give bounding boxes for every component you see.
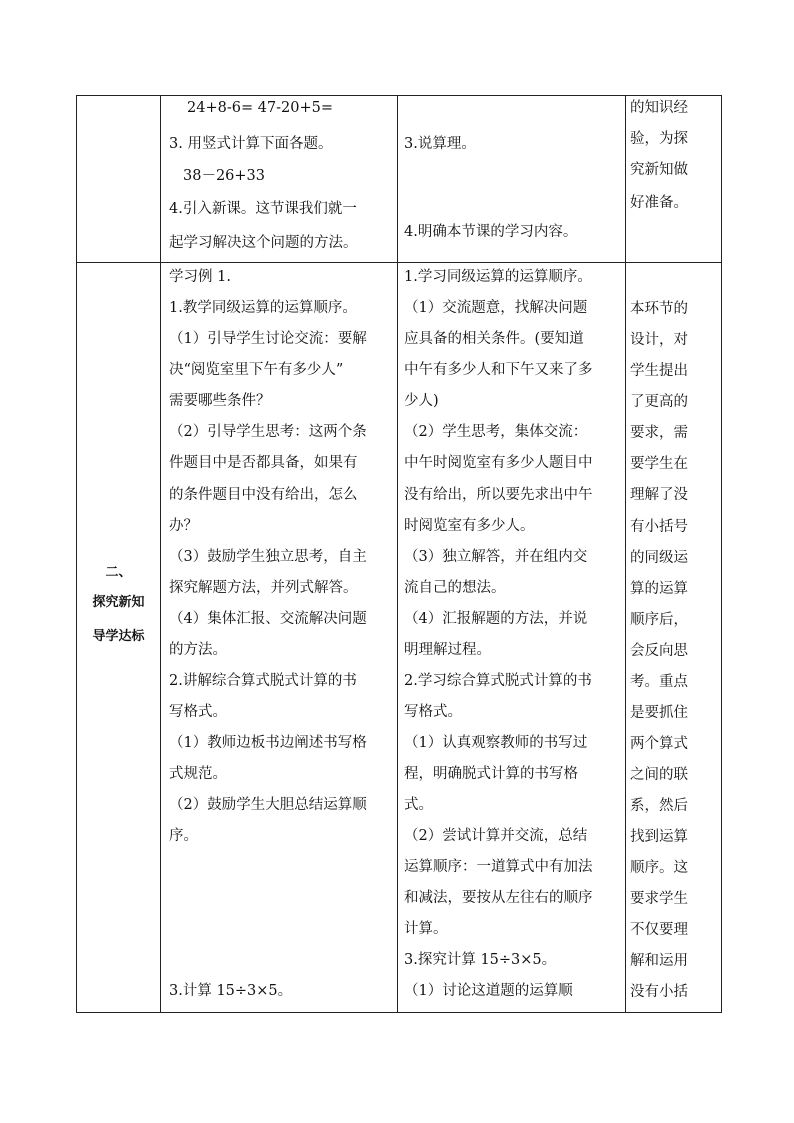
text-line: 需要哪些条件？ bbox=[169, 393, 271, 410]
text-line: 式规范。 bbox=[169, 765, 227, 782]
text-line: 要求学生 bbox=[630, 891, 688, 908]
text-line: 式。 bbox=[404, 797, 433, 814]
text-line: 系，然后 bbox=[630, 797, 688, 814]
text-line: 写格式。 bbox=[169, 703, 227, 720]
text-line: 顺序后， bbox=[630, 611, 688, 628]
stage-title-line: 探究新知 bbox=[92, 595, 145, 611]
text-line: 24+8-6= 47-20+5= bbox=[187, 100, 334, 116]
stage-number: 二、 bbox=[105, 565, 132, 581]
text-line: 3.说算理。 bbox=[404, 136, 476, 152]
text-line: （2）尝试计算并交流，总结 bbox=[404, 828, 588, 845]
text-line: 的方法。 bbox=[169, 641, 227, 658]
teacher-activity-cell bbox=[161, 263, 398, 1013]
text-line: 流自己的想法。 bbox=[404, 579, 506, 596]
text-line: 究新知做 bbox=[630, 162, 688, 178]
stage-cell bbox=[77, 96, 161, 263]
text-line: 之间的联 bbox=[630, 766, 688, 783]
teacher-activity-cell bbox=[161, 96, 398, 263]
design-intent-cell bbox=[626, 263, 722, 1013]
text-line: （3）独立解答，并在组内交 bbox=[404, 548, 588, 565]
text-line: （1）交流题意，找解决问题 bbox=[404, 300, 588, 317]
text-line: 38－26+33 bbox=[183, 168, 266, 184]
stage-title-line: 导学达标 bbox=[92, 629, 145, 645]
text-line: 的知识经 bbox=[630, 100, 688, 116]
text-line: 4.引入新课。这节课我们就一 bbox=[169, 201, 357, 217]
text-line: 决“阅览室里下午有多少人” bbox=[169, 362, 344, 379]
text-line: 设计，对 bbox=[630, 332, 688, 349]
text-line: 3.计算 15÷3×5。 bbox=[169, 983, 293, 1000]
text-line: 3.探究计算 15÷3×5。 bbox=[404, 952, 557, 969]
text-line: 中午有多少人和下午又来了多 bbox=[404, 362, 593, 379]
text-line: 两个算式 bbox=[630, 735, 688, 752]
text-line: 运算顺序：一道算式中有加法 bbox=[404, 859, 593, 876]
text-line: 3. 用竖式计算下面各题。 bbox=[169, 136, 333, 152]
text-line: （3）鼓励学生独立思考，自主 bbox=[169, 548, 367, 565]
text-line: 中午时阅览室有多少人题目中 bbox=[404, 455, 593, 472]
text-line: 算的运算 bbox=[630, 580, 688, 597]
text-line: 顺序。这 bbox=[630, 860, 688, 877]
text-line: 应具备的相关条件。(要知道 bbox=[404, 331, 584, 348]
text-line: （1）讨论这道题的运算顺 bbox=[404, 983, 573, 1000]
text-line: 要求，需 bbox=[630, 425, 688, 442]
stage-cell bbox=[77, 263, 161, 1013]
text-line: 明理解过程。 bbox=[404, 641, 491, 658]
text-line: 和减法，要按从左往右的顺序 bbox=[404, 890, 593, 907]
text-line: 序。 bbox=[169, 828, 198, 845]
text-line: 要学生在 bbox=[630, 456, 688, 473]
text-line: （4）集体汇报、交流解决问题 bbox=[169, 610, 367, 627]
text-line: 验，为探 bbox=[630, 131, 688, 147]
text-line: 理解了没 bbox=[630, 487, 688, 504]
student-activity-cell bbox=[398, 263, 626, 1013]
text-line: 没有给出，所以要先求出中午 bbox=[404, 486, 593, 503]
text-line: 办？ bbox=[169, 517, 198, 534]
text-line: 程，明确脱式计算的书写格 bbox=[404, 765, 578, 782]
text-line: 的同级运 bbox=[630, 549, 688, 566]
text-line: 件题目中是否都具备，如果有 bbox=[169, 455, 358, 472]
table-row bbox=[77, 263, 722, 1013]
lesson-plan-table bbox=[76, 95, 722, 1013]
text-line: 会反向思 bbox=[630, 642, 688, 659]
student-activity-cell bbox=[398, 96, 626, 263]
text-line: 不仅要理 bbox=[630, 922, 688, 939]
table-row bbox=[77, 96, 722, 263]
text-line: 是要抓住 bbox=[630, 704, 688, 721]
text-line: （1）教师边板书边阐述书写格 bbox=[169, 734, 367, 751]
text-line: 写格式。 bbox=[404, 703, 462, 720]
text-line: 有小括号 bbox=[630, 518, 688, 535]
text-line: 4.明确本节课的学习内容。 bbox=[404, 224, 578, 240]
text-line: 解和运用 bbox=[630, 953, 688, 970]
text-line: 没有小括 bbox=[630, 984, 688, 1001]
design-intent-cell bbox=[626, 96, 722, 263]
text-line: （2）引导学生思考：这两个条 bbox=[169, 424, 367, 441]
text-line: （1）认真观察教师的书写过 bbox=[404, 734, 588, 751]
text-line: 2.讲解综合算式脱式计算的书 bbox=[169, 672, 357, 689]
text-line: 了更高的 bbox=[630, 394, 688, 411]
text-line: 少人) bbox=[404, 393, 439, 410]
text-line: 计算。 bbox=[404, 921, 448, 938]
text-line: 起学习解决这个问题的方法。 bbox=[169, 235, 358, 251]
text-line: 探究解题方法，并列式解答。 bbox=[169, 579, 358, 596]
text-line: （2）鼓励学生大胆总结运算顺 bbox=[169, 797, 367, 814]
text-line: 找到运算 bbox=[630, 829, 688, 846]
text-line: 时阅览室有多少人。 bbox=[404, 517, 535, 534]
text-line: （2）学生思考，集体交流： bbox=[404, 424, 588, 441]
text-line: 好准备。 bbox=[630, 195, 688, 211]
text-line: 1.教学同级运算的运算顺序。 bbox=[169, 300, 357, 317]
text-line: 2.学习综合算式脱式计算的书 bbox=[404, 672, 592, 689]
text-line: 本环节的 bbox=[630, 301, 688, 318]
text-line: （4）汇报解题的方法，并说 bbox=[404, 610, 588, 627]
text-line: 学习例 1. bbox=[169, 269, 231, 286]
text-line: 的条件题目中没有给出，怎么 bbox=[169, 486, 358, 503]
text-line: 考。重点 bbox=[630, 673, 688, 690]
text-line: （1）引导学生讨论交流：要解 bbox=[169, 331, 367, 348]
text-line: 1.学习同级运算的运算顺序。 bbox=[404, 269, 592, 286]
text-line: 学生提出 bbox=[630, 363, 688, 380]
